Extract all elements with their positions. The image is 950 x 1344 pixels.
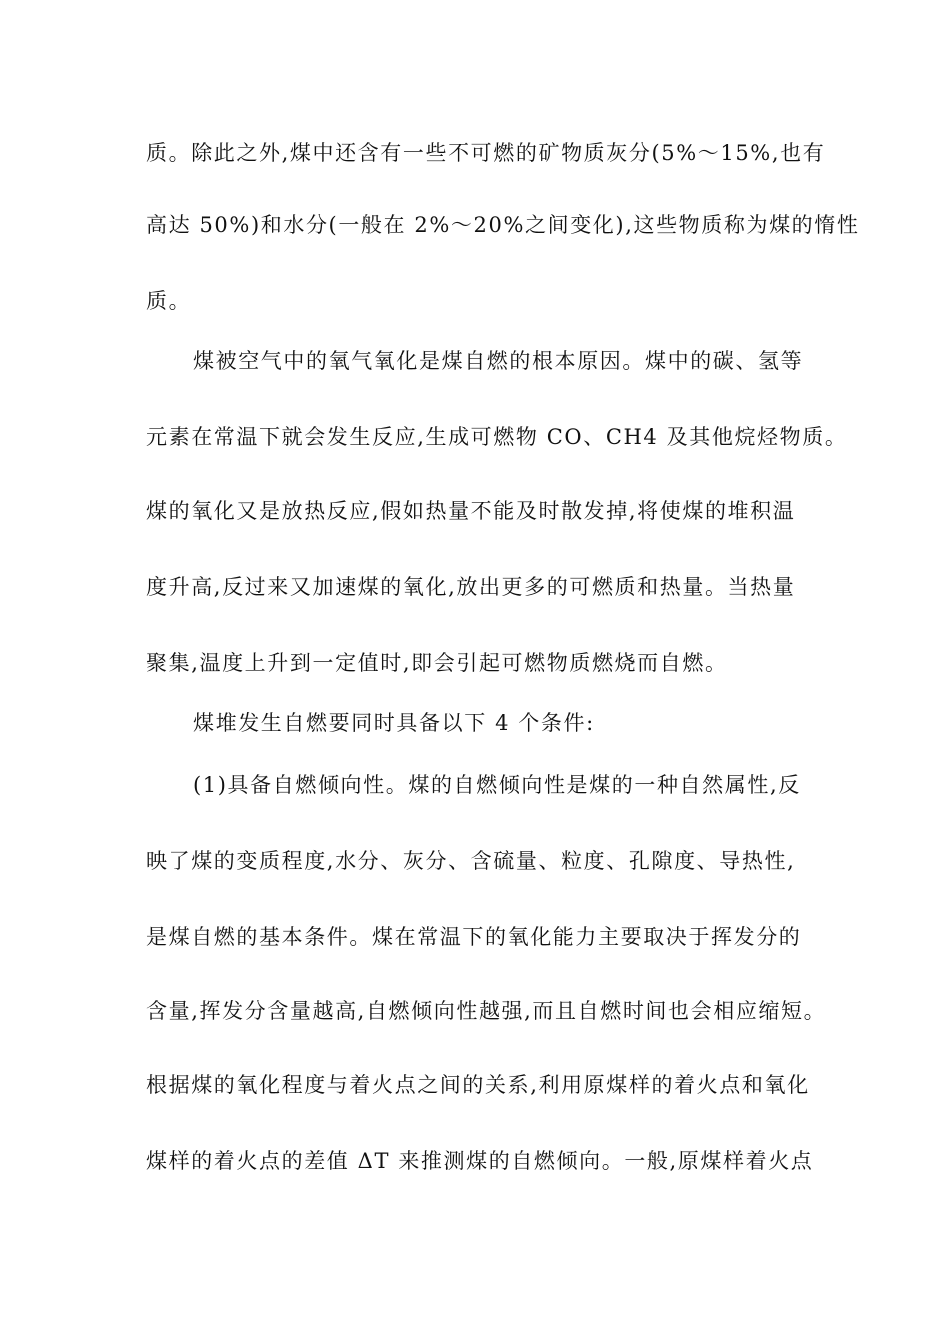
paragraph-start-line: (1)具备自燃倾向性。煤的自燃倾向性是煤的一种自然属性,反: [193, 773, 801, 797]
text-line: 根据煤的氧化程度与着火点之间的关系,利用原煤样的着火点和氧化: [146, 1073, 810, 1097]
paragraph-start-line: 煤被空气中的氧气氧化是煤自燃的根本原因。煤中的碳、氢等: [193, 349, 804, 373]
text-line: 煤的氧化又是放热反应,假如热量不能及时散发掉,将使煤的堆积温: [146, 499, 796, 523]
paragraph-start-line: 煤堆发生自燃要同时具备以下 4 个条件:: [193, 711, 595, 735]
text-line: 聚集,温度上升到一定值时,即会引起可燃物质燃烧而自燃。: [146, 651, 728, 675]
text-line: 质。: [146, 289, 192, 313]
text-line: 映了煤的变质程度,水分、灰分、含硫量、粒度、孔隙度、导热性,: [146, 849, 796, 873]
text-line: 煤样的着火点的差值 ΔT 来推测煤的自燃倾向。一般,原煤样着火点: [146, 1149, 814, 1173]
text-line: 是煤自燃的基本条件。煤在常温下的氧化能力主要取决于挥发分的: [146, 925, 802, 949]
text-line: 质。除此之外,煤中还含有一些不可燃的矿物质灰分(5%～15%,也有: [146, 141, 826, 165]
text-line: 含量,挥发分含量越高,自燃倾向性越强,而且自燃时间也会相应缩短。: [146, 999, 827, 1023]
text-line: 高达 50%)和水分(一般在 2%～20%之间变化),这些物质称为煤的惰性: [146, 213, 860, 237]
text-line: 度升高,反过来又加速煤的氧化,放出更多的可燃质和热量。当热量: [146, 575, 796, 599]
text-line: 元素在常温下就会发生反应,生成可燃物 CO、CH4 及其他烷烃物质。: [146, 425, 848, 449]
